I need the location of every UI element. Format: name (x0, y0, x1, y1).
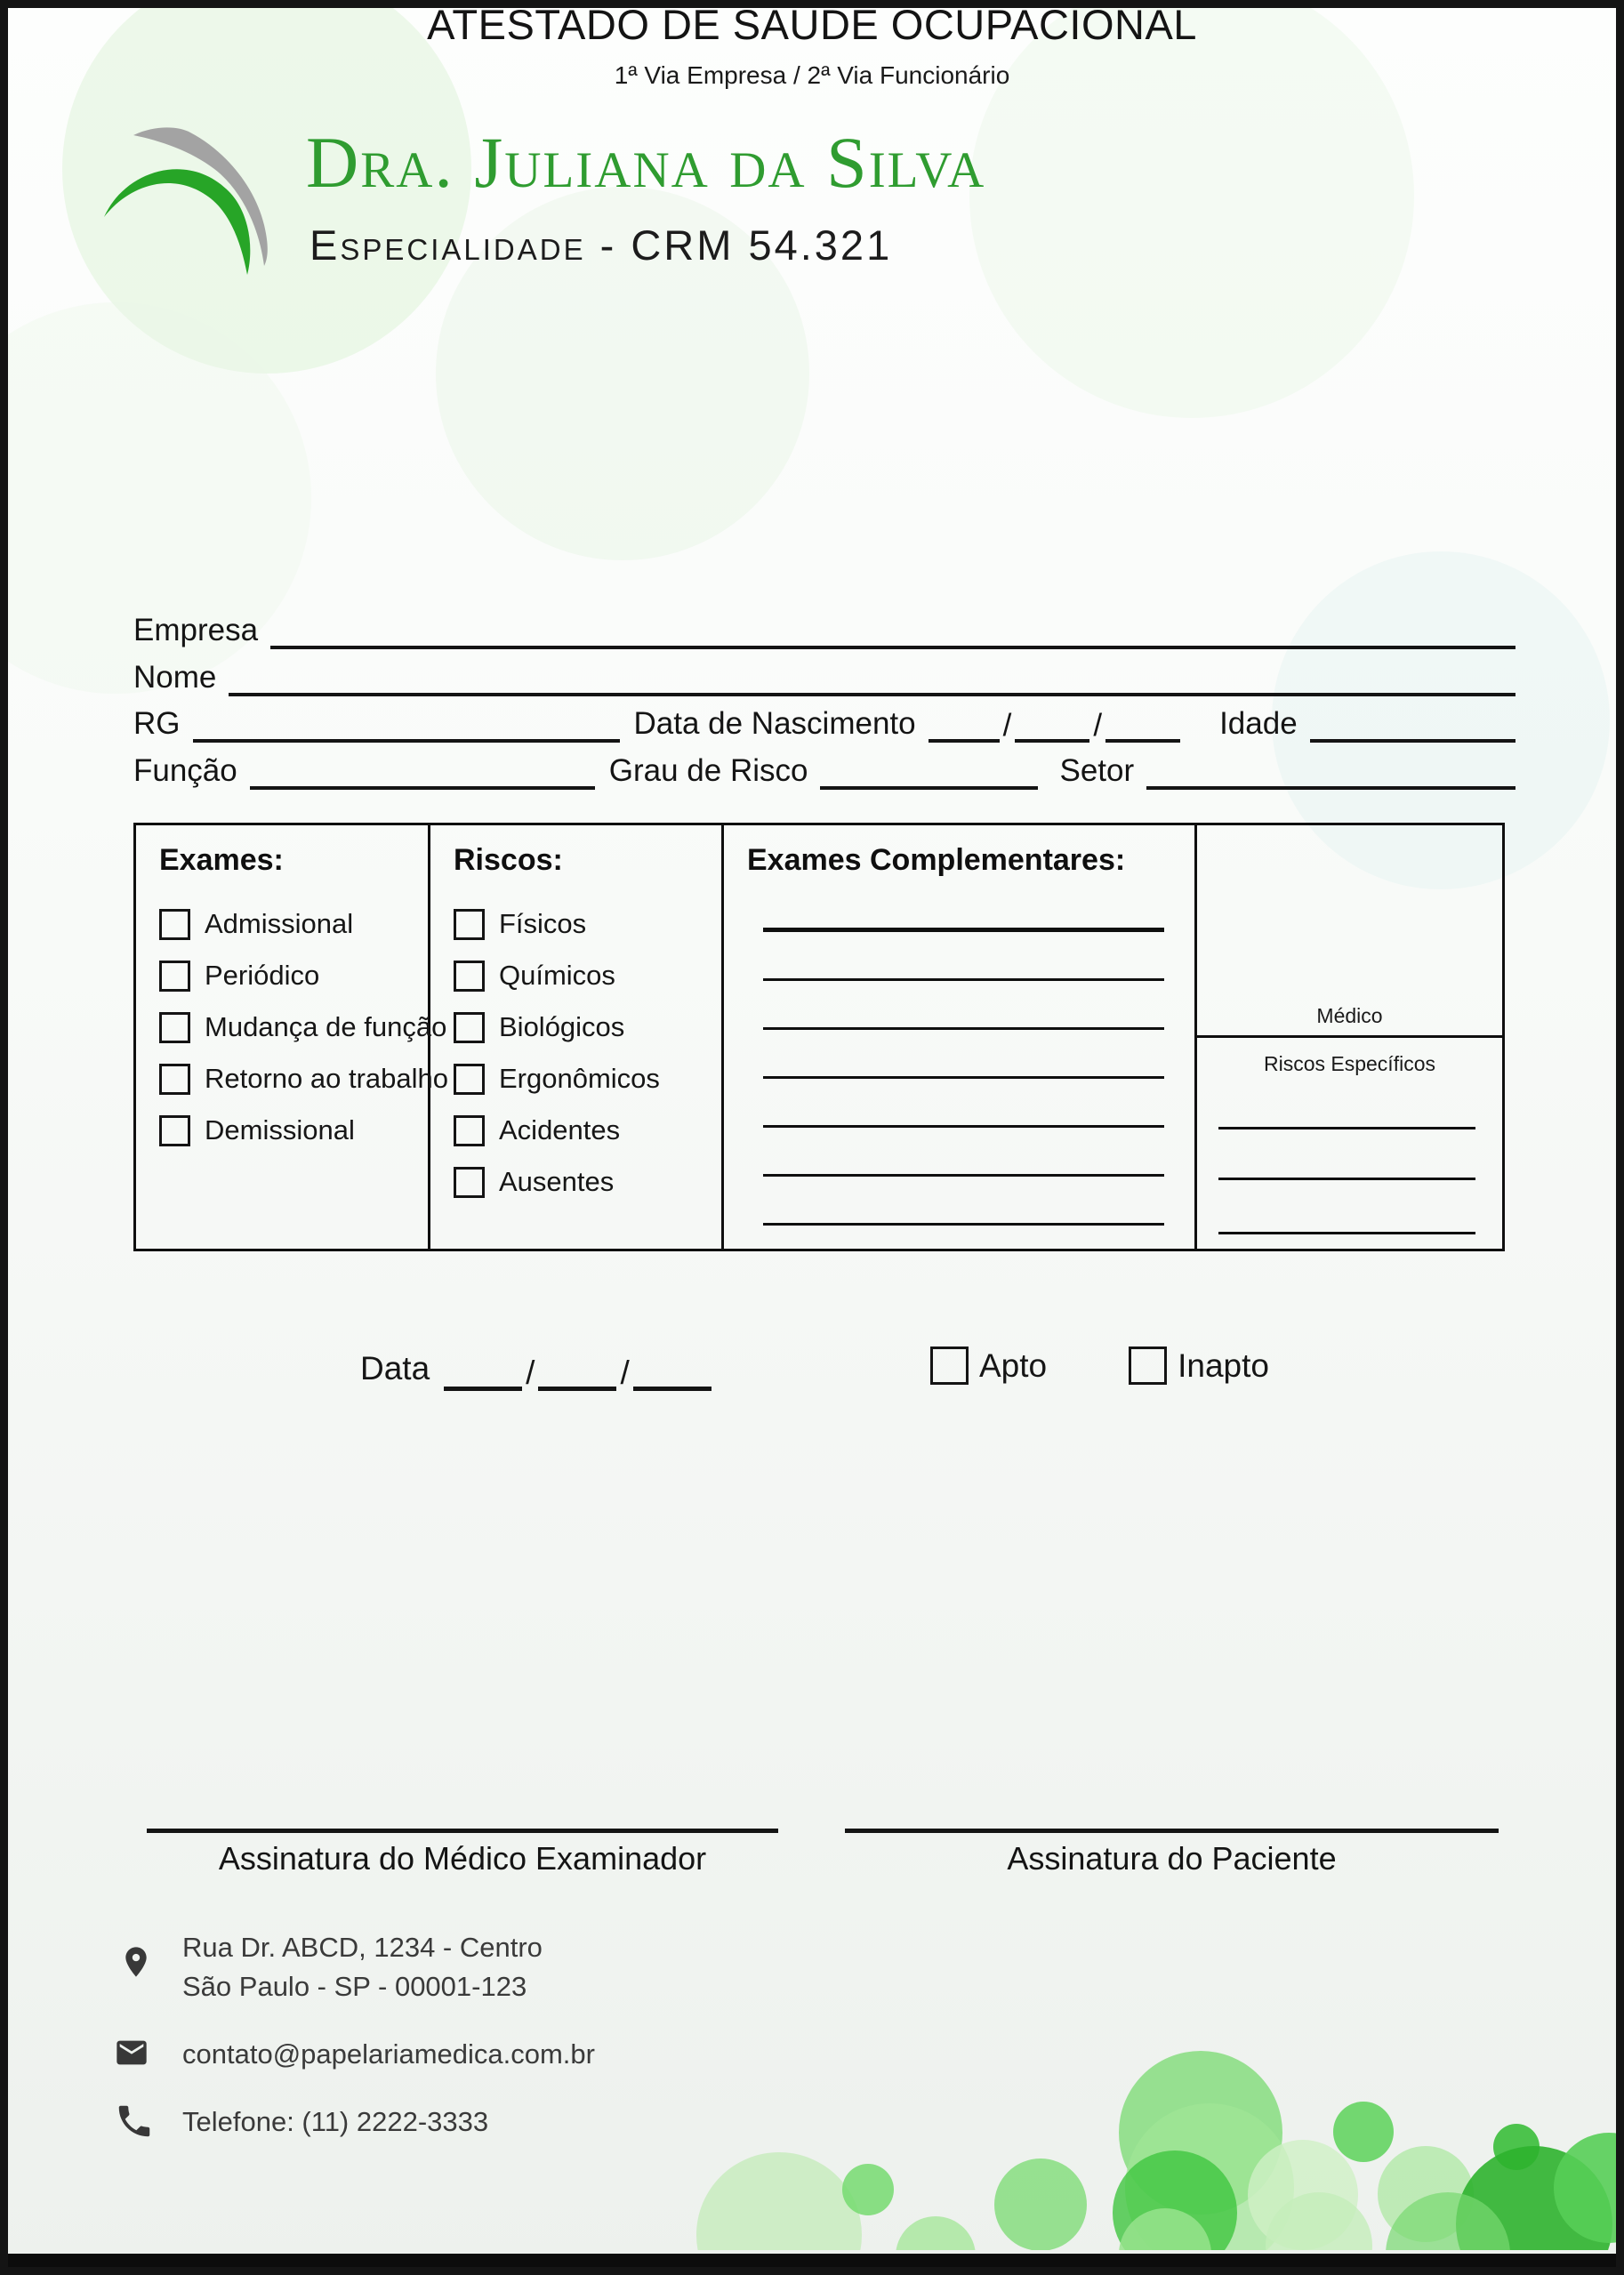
checkbox-mudanca-funcao[interactable] (159, 1012, 190, 1043)
funcao-label: Função (133, 753, 237, 788)
riscos-especificos-cell (1197, 1038, 1502, 1251)
checkbox-label: Retorno ao trabalho (205, 1063, 449, 1094)
checkbox-label: Biológicos (499, 1011, 625, 1042)
checkbox-row (454, 961, 721, 990)
complementar-input-line[interactable] (763, 1076, 1164, 1079)
address-line2: São Paulo - SP - 00001-123 (182, 1971, 527, 2002)
complementar-input-line[interactable] (763, 1174, 1164, 1177)
complementar-input-line[interactable] (763, 978, 1164, 981)
risco-especifico-input-line[interactable] (1218, 1232, 1475, 1234)
exames-complementares-column (724, 825, 1197, 1249)
checkbox-row (454, 1168, 721, 1196)
risco-especifico-input-line[interactable] (1218, 1178, 1475, 1180)
date-slash: / (526, 1355, 535, 1391)
checkbox-row (159, 1063, 449, 1094)
data-label: Data (360, 1350, 430, 1387)
setor-input-line[interactable] (1146, 747, 1515, 790)
verdict-row (930, 1347, 1269, 1385)
checkbox-quimicos[interactable] (454, 961, 485, 992)
medico-stamp-cell (1197, 825, 1502, 1038)
checkbox-label: Ausentes (499, 1166, 615, 1197)
nascimento-dia-line[interactable] (929, 700, 1000, 743)
checkbox-label: Físicos (499, 908, 587, 939)
checkbox-row (159, 1116, 428, 1145)
email-icon (109, 2035, 155, 2070)
nascimento-mes-line[interactable] (1015, 700, 1089, 743)
checkbox-row (454, 910, 721, 938)
signature-medico-line[interactable] (147, 1816, 778, 1833)
complementar-input-line[interactable] (763, 928, 1164, 932)
document-subtitle: 1ª Via Empresa / 2ª Via Funcionário (614, 61, 1010, 89)
checkbox-label: Admissional (205, 908, 354, 939)
checkbox-label: Mudança de função (205, 1011, 447, 1042)
checkbox-row (159, 910, 428, 938)
data-mes-line[interactable] (538, 1351, 616, 1391)
signature-paciente-block (845, 1816, 1499, 1877)
field-row-funcao (133, 747, 1515, 790)
nome-input-line[interactable] (229, 654, 1515, 696)
signature-paciente-line[interactable] (845, 1816, 1499, 1833)
empresa-input-line[interactable] (270, 607, 1515, 649)
field-row-empresa (133, 607, 1515, 649)
grau-risco-label: Grau de Risco (608, 753, 808, 788)
address-line1: Rua Dr. ABCD, 1234 - Centro (182, 1932, 543, 1963)
checkbox-label: Periódico (205, 960, 320, 991)
address-text (182, 1928, 543, 2006)
signature-medico-label: Assinatura do Médico Examinador (218, 1840, 707, 1877)
medico-column (1197, 825, 1502, 1249)
risco-especifico-input-line[interactable] (1218, 1127, 1475, 1129)
date-slash: / (620, 1355, 630, 1391)
rg-input-line[interactable] (193, 700, 620, 743)
checkbox-acidentes[interactable] (454, 1115, 485, 1146)
checkbox-label: Demissional (205, 1114, 355, 1146)
nome-label: Nome (133, 660, 217, 695)
checkbox-periodico[interactable] (159, 961, 190, 992)
exames-complementares-header: Exames Complementares: (747, 843, 1126, 877)
checkbox-biologicos[interactable] (454, 1012, 485, 1043)
checkbox-demissional[interactable] (159, 1115, 190, 1146)
field-row-rg-nascimento (133, 700, 1515, 743)
checkbox-row (454, 1116, 721, 1145)
complementar-input-line[interactable] (763, 1223, 1164, 1226)
complementar-input-line[interactable] (763, 1027, 1164, 1030)
checkbox-ausentes[interactable] (454, 1167, 485, 1198)
checkbox-retorno-trabalho[interactable] (159, 1064, 190, 1095)
checkbox-ergonomicos[interactable] (454, 1064, 485, 1095)
riscos-especificos-header: Riscos Específicos (1263, 1052, 1435, 1075)
date-slash: / (1093, 708, 1103, 743)
idade-input-line[interactable] (1310, 700, 1515, 743)
apto-label: Apto (979, 1347, 1048, 1384)
signature-medico-block (147, 1816, 778, 1877)
data-nascimento-label: Data de Nascimento (633, 706, 916, 741)
nascimento-ano-line[interactable] (1105, 700, 1180, 743)
idade-label: Idade (1219, 706, 1298, 741)
checkbox-fisicos[interactable] (454, 909, 485, 940)
checkbox-label: Ergonômicos (499, 1063, 660, 1094)
riscos-header: Riscos: (454, 843, 563, 877)
medico-label: Médico (1316, 1004, 1383, 1027)
bottom-black-bar (0, 2254, 1624, 2275)
checkbox-row (159, 961, 428, 990)
title-block (0, 0, 1624, 90)
location-pin-icon (118, 1937, 154, 1987)
specialty-crm-line: Especialidade - CRM 54.321 (310, 221, 893, 269)
data-ano-line[interactable] (633, 1351, 712, 1391)
phone-text: Telefone: (11) 2222-3333 (182, 2106, 489, 2137)
rg-label: RG (133, 706, 181, 741)
data-dia-line[interactable] (444, 1351, 522, 1391)
phone-icon (114, 2101, 155, 2142)
setor-label: Setor (1059, 753, 1135, 788)
clinic-swoosh-logo (89, 117, 293, 286)
checkbox-row (454, 1065, 721, 1093)
exam-grid-table (133, 823, 1505, 1251)
checkbox-row (454, 1013, 721, 1041)
inapto-label: Inapto (1178, 1347, 1269, 1384)
exames-column (136, 825, 449, 1249)
funcao-input-line[interactable] (250, 747, 595, 790)
email-text: contato@papelariamedica.com.br (182, 2038, 595, 2070)
doctor-name: Dra. Juliana da Silva (306, 122, 986, 203)
checkbox-inapto[interactable] (1129, 1347, 1167, 1385)
checkbox-apto[interactable] (930, 1347, 969, 1385)
checkbox-label: Químicos (499, 960, 615, 991)
checkbox-admissional[interactable] (159, 909, 190, 940)
checkbox-row (159, 1011, 447, 1042)
date-slash: / (1002, 708, 1012, 743)
field-row-nome (133, 654, 1515, 696)
date-row (360, 1339, 712, 1391)
empresa-label: Empresa (133, 613, 259, 647)
checkbox-label: Acidentes (499, 1114, 621, 1146)
document-title: ATESTADO DE SAÚDE OCUPACIONAL (427, 1, 1197, 48)
complementar-input-line[interactable] (763, 1125, 1164, 1128)
grau-risco-input-line[interactable] (820, 747, 1038, 790)
exames-header: Exames: (159, 843, 284, 877)
riscos-column (430, 825, 724, 1249)
signature-paciente-label: Assinatura do Paciente (1007, 1840, 1337, 1877)
